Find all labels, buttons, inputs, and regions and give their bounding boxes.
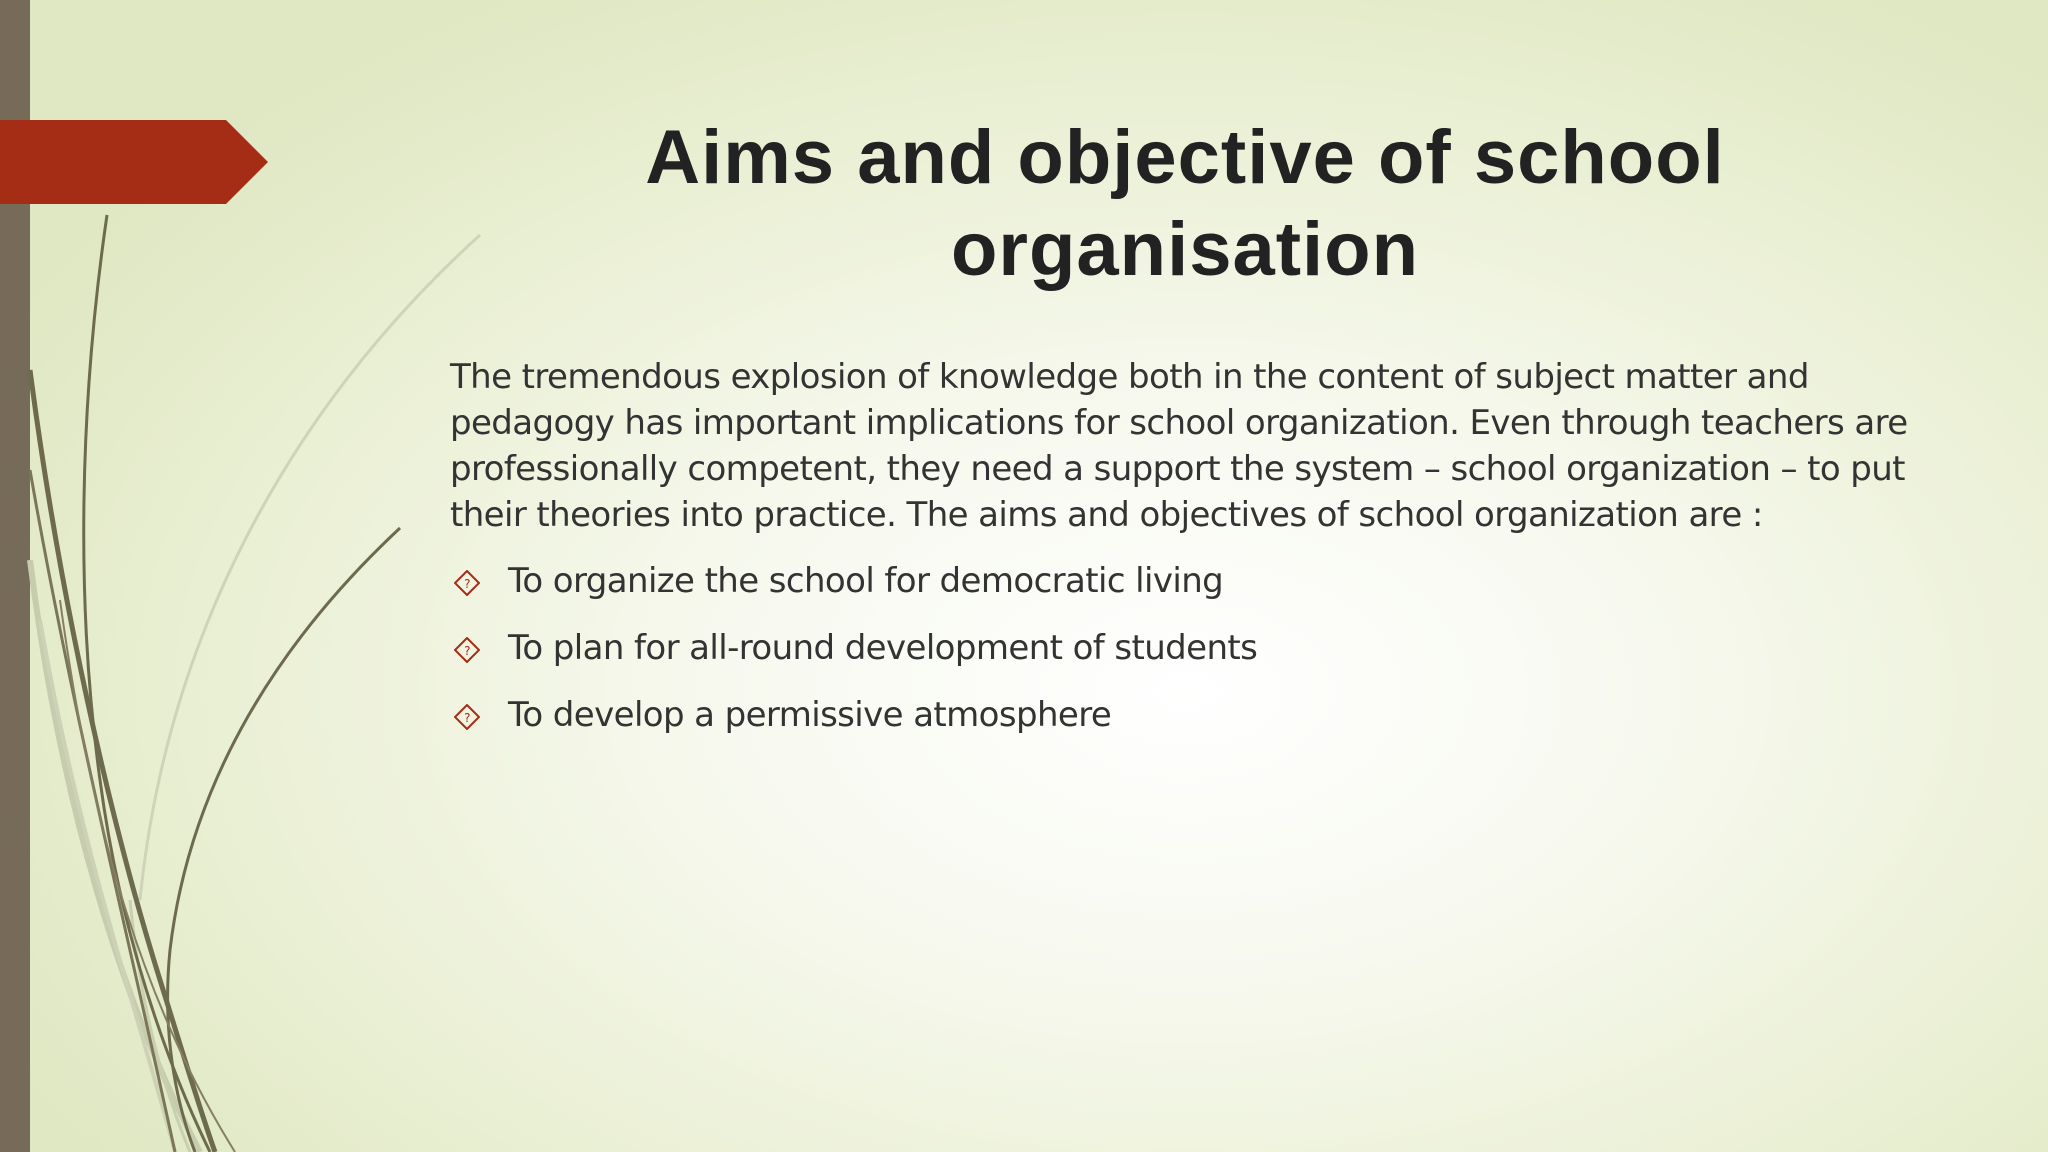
list-item-text: To develop a permissive atmosphere: [508, 695, 1112, 735]
diamond-question-icon: [454, 637, 480, 663]
list-item: [450, 692, 1930, 738]
list-item-text: To organize the school for democratic living: [508, 561, 1224, 601]
slide-title: Aims and objective of school organisation: [645, 115, 1725, 292]
diamond-question-icon: [454, 704, 480, 730]
list-item-text: To plan for all-round development of students: [508, 628, 1258, 668]
intro-paragraph: The tremendous explosion of knowledge both in the content of subject matter and pedagogy has important implications for school organization. Even through teachers are professionally competent, they need a support the system – school organization – to put their theories into practice. The aims and objectives of school organization are :: [450, 357, 1908, 535]
svg-text:?: ?: [464, 577, 470, 591]
accent-arrow-tab: [0, 120, 268, 204]
list-item: [450, 558, 1930, 604]
diamond-question-icon: [454, 570, 480, 596]
list-item: [450, 625, 1930, 671]
objectives-list: [450, 558, 1930, 738]
slide-content: [450, 354, 1930, 759]
svg-text:?: ?: [464, 644, 470, 658]
svg-text:?: ?: [464, 711, 470, 725]
